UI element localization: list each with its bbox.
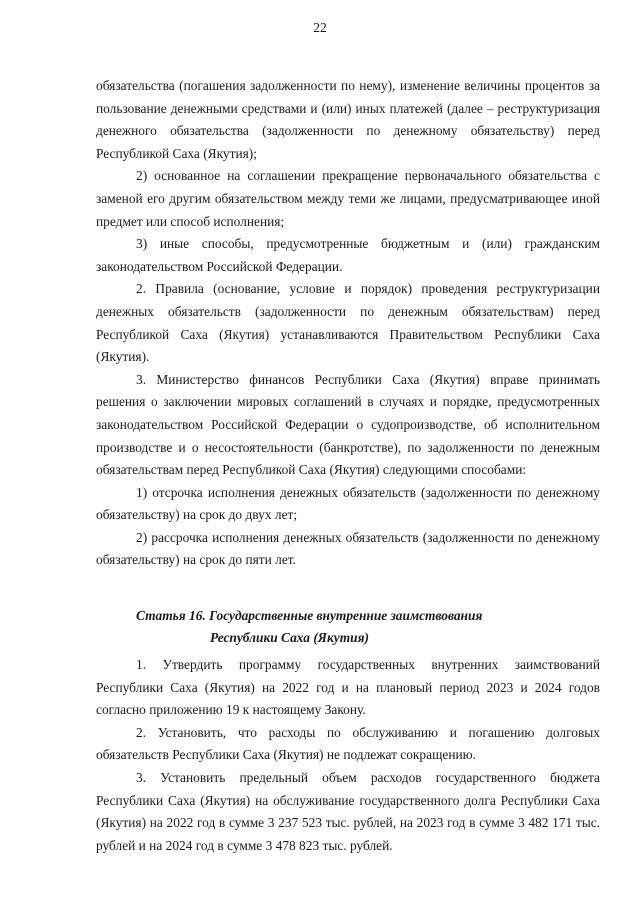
article-heading-line1: Статья 16. Государственные внутренние заимствования xyxy=(136,608,483,624)
article-heading xyxy=(96,605,600,649)
article-clause-1: 1. Утвердить программу государственных внутренних заимствований Республики Саха (Якутия) на 2022 год и на плановый период 2023 и 2024 годов согласно приложению 19 к настоящему Закону. xyxy=(96,657,600,718)
article-clause-2: 2. Установить, что расходы по обслуживанию и погашению долговых обязательств Республики Саха (Якутия) не подлежат сокращению. xyxy=(96,724,600,763)
paragraph-clause-2: 2. Правила (основание, условие и порядок) проведения реструктуризации денежных обязательств (задолженности по денежным обязательствам) перед Республикой Саха (Якутия) устанавливаются Правительством Республики Саха (Якутия). xyxy=(96,281,600,365)
article-heading-line2: Республики Саха (Якутия) xyxy=(210,630,369,646)
paragraph-item-2: 2) основанное на соглашении прекращение первоначального обязательства с заменой его другим обязательством между теми же лицами, предусматривающее иной предмет или способ исполнения; xyxy=(96,168,600,229)
paragraph-clause-3: 3. Министерство финансов Республики Саха (Якутия) вправе принимать решения о заключении мировых соглашений в случаях и порядке, предусмотренных законодательством Российской Федерации о судопроизводстве, об исполнительном производстве и о несостоятельности (банкротстве), по задолженности по денежным обязательствам перед Республикой Саха (Якутия) следующими способами: xyxy=(96,371,600,478)
paragraph-subitem-1: 1) отсрочка исполнения денежных обязательств (задолженности по денежному обязательству) на срок до двух лет; xyxy=(96,484,600,523)
paragraph-subitem-2: 2) рассрочка исполнения денежных обязательств (задолженности по денежному обязательству) на срок до пяти лет. xyxy=(96,529,600,568)
page-number: 22 xyxy=(313,20,327,35)
document-body xyxy=(96,75,600,857)
paragraph-item-3: 3) иные способы, предусмотренные бюджетным и (или) гражданским законодательством Российской Федерации. xyxy=(96,236,600,274)
article-clause-3: 3. Установить предельный объем расходов государственного бюджета Республики Саха (Якутия) на обслуживание государственного долга Республики Саха (Якутия) на 2022 год в сумме 3 237 523 тыс. рублей, на 2023 год в сумме 3 482 171 тыс. рублей и на 2024 год в сумме 3 478 823 тыс. рублей. xyxy=(96,770,600,853)
paragraph-continuation: обязательства (погашения задолженности по нему), изменение величины процентов за пользование денежными средствами и (или) иных платежей (далее – реструктуризация денежного обязательства (задолженности по денежному обязательству) перед Республикой Саха (Якутия); xyxy=(96,78,600,161)
